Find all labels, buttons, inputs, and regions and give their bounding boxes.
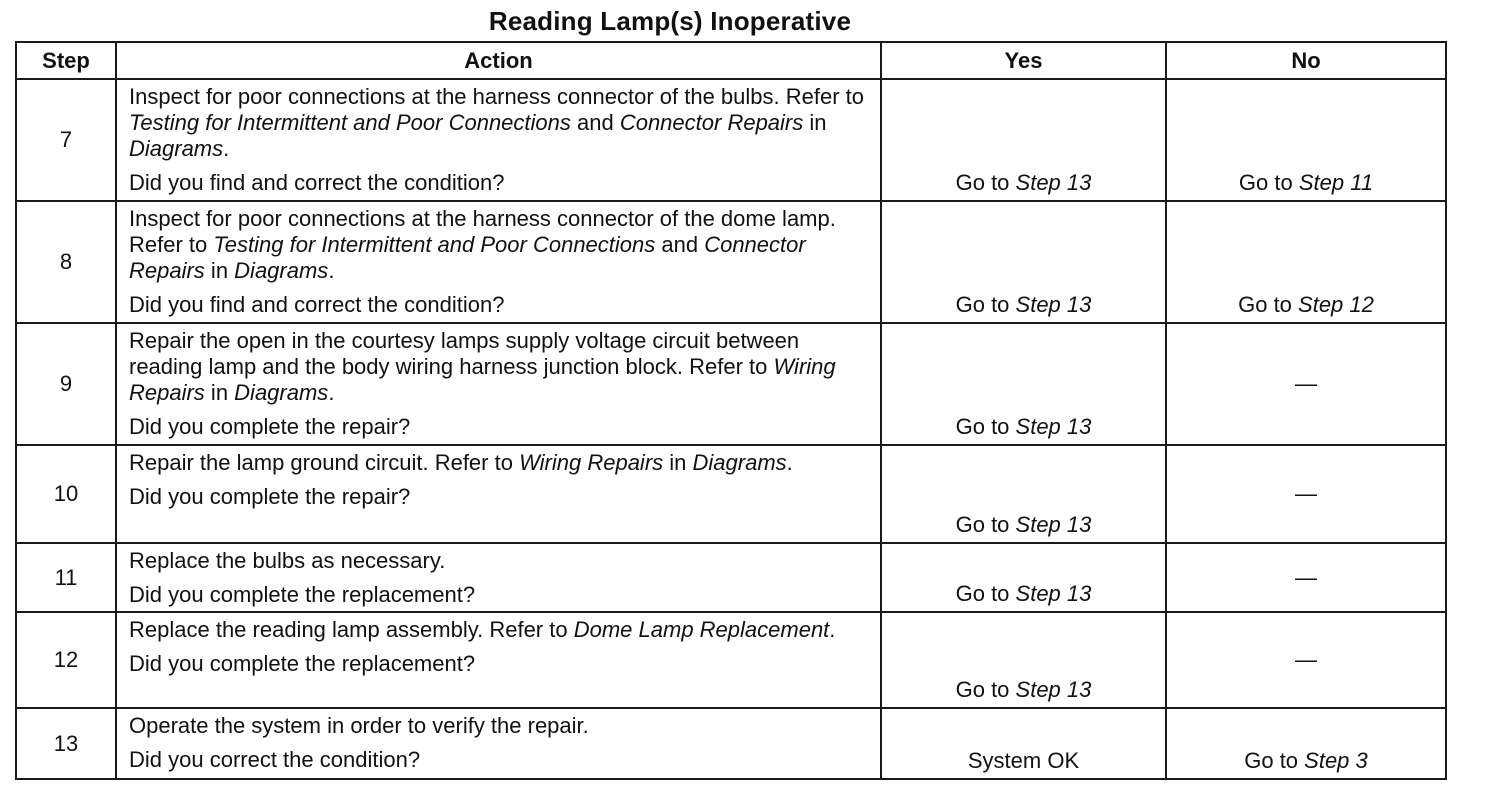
action-text: and <box>655 232 705 257</box>
action-cell <box>116 543 881 612</box>
action-text: Inspect for poor connections at the harness connector of the dome lamp. Refer to <box>129 206 836 257</box>
action-text: Replace the bulbs as necessary. <box>129 548 446 573</box>
header-no: No <box>1166 42 1446 79</box>
action-reference: Connector Repairs <box>129 232 806 283</box>
action-text: in <box>204 258 235 283</box>
goto-prefix: Go to <box>1244 748 1305 773</box>
header-row <box>16 42 1446 79</box>
yes-result: System OK <box>881 708 1166 779</box>
yes-result <box>881 543 1166 612</box>
no-result <box>1166 708 1446 779</box>
yes-result <box>881 79 1166 201</box>
step-reference: Step 13 <box>1015 292 1092 317</box>
action-instruction <box>129 713 589 738</box>
table-row <box>16 201 1446 323</box>
action-text: . <box>328 380 335 405</box>
goto-prefix: Go to <box>955 512 1016 537</box>
step-reference: Step 13 <box>1015 512 1092 537</box>
action-reference: Wiring Repairs <box>129 354 836 405</box>
action-question: Did you complete the replacement? <box>129 651 476 676</box>
goto-prefix: Go to <box>1238 170 1299 195</box>
goto-prefix: Go to <box>955 414 1016 439</box>
table-row <box>16 79 1446 201</box>
no-result: — <box>1166 543 1446 612</box>
action-cell <box>116 201 881 323</box>
goto-prefix: Go to <box>955 292 1016 317</box>
yes-result <box>881 612 1166 708</box>
action-cell <box>116 708 881 779</box>
action-question: Did you find and correct the condition? <box>129 292 505 317</box>
action-text: Repair the open in the courtesy lamps supply voltage circuit between reading lamp and the body wiring harness junction block. Refer to <box>129 328 800 379</box>
step-reference: Step 13 <box>1015 414 1092 439</box>
diagnostic-table <box>15 41 1447 780</box>
action-text: in <box>663 450 693 475</box>
action-text: . <box>223 136 230 161</box>
action-question: Did you complete the repair? <box>129 414 411 439</box>
action-text: and <box>570 110 620 135</box>
action-reference: Connector Repairs <box>619 110 804 135</box>
action-reference: Wiring Repairs <box>519 450 664 475</box>
yes-result <box>881 445 1166 543</box>
action-text: . <box>786 450 793 475</box>
table-row <box>16 543 1446 612</box>
action-text: Inspect for poor connections at the harness connector of the bulbs. Refer to <box>129 84 864 109</box>
action-instruction <box>129 617 835 642</box>
action-cell <box>116 445 881 543</box>
action-cell <box>116 323 881 445</box>
table-row <box>16 445 1446 543</box>
action-reference: Testing for Intermittent and Poor Connections <box>129 110 571 135</box>
step-number: 8 <box>16 201 116 323</box>
goto-prefix: Go to <box>955 170 1016 195</box>
action-question: Did you complete the replacement? <box>129 582 476 607</box>
action-text: in <box>204 380 235 405</box>
action-reference: Diagrams <box>234 380 329 405</box>
header-yes: Yes <box>881 42 1166 79</box>
step-reference: Step 13 <box>1015 170 1092 195</box>
step-number: 12 <box>16 612 116 708</box>
action-text: Repair the lamp ground circuit. Refer to <box>129 450 520 475</box>
action-instruction <box>129 328 836 405</box>
action-question: Did you correct the condition? <box>129 747 421 772</box>
step-number: 9 <box>16 323 116 445</box>
action-text: Operate the system in order to verify the repair. <box>129 713 589 738</box>
goto-prefix: Go to <box>1238 292 1299 317</box>
header-step: Step <box>16 42 116 79</box>
table-row <box>16 612 1446 708</box>
action-reference: Dome Lamp Replacement <box>573 617 830 642</box>
no-result: — <box>1166 612 1446 708</box>
step-number: 11 <box>16 543 116 612</box>
action-text: in <box>803 110 827 135</box>
action-cell <box>116 79 881 201</box>
action-instruction <box>129 450 793 475</box>
action-reference: Diagrams <box>129 136 224 161</box>
no-result: — <box>1166 323 1446 445</box>
table-row <box>16 708 1446 779</box>
no-result <box>1166 79 1446 201</box>
table-row <box>16 323 1446 445</box>
step-number: 7 <box>16 79 116 201</box>
yes-result <box>881 323 1166 445</box>
action-instruction <box>129 548 445 573</box>
action-text: . <box>829 617 836 642</box>
no-result: — <box>1166 445 1446 543</box>
action-reference: Testing for Intermittent and Poor Connections <box>213 232 656 257</box>
action-instruction <box>129 206 836 283</box>
action-reference: Diagrams <box>234 258 329 283</box>
action-question: Did you complete the repair? <box>129 484 411 509</box>
goto-prefix: Go to <box>955 677 1016 702</box>
step-reference: Step 12 <box>1298 292 1374 317</box>
step-reference: Step 3 <box>1304 748 1368 773</box>
step-reference: Step 13 <box>1015 677 1092 702</box>
action-instruction <box>129 84 864 161</box>
action-text: . <box>328 258 335 283</box>
header-action: Action <box>116 42 881 79</box>
goto-prefix: Go to <box>955 581 1016 606</box>
no-result <box>1166 201 1446 323</box>
yes-result <box>881 201 1166 323</box>
action-question: Did you find and correct the condition? <box>129 170 505 195</box>
step-number: 13 <box>16 708 116 779</box>
step-reference: Step 13 <box>1015 581 1092 606</box>
action-text: Replace the reading lamp assembly. Refer to <box>129 617 574 642</box>
step-reference: Step 11 <box>1298 170 1374 195</box>
action-cell <box>116 612 881 708</box>
step-number: 10 <box>16 445 116 543</box>
page-title: Reading Lamp(s) Inoperative <box>488 6 852 36</box>
action-reference: Diagrams <box>692 450 787 475</box>
